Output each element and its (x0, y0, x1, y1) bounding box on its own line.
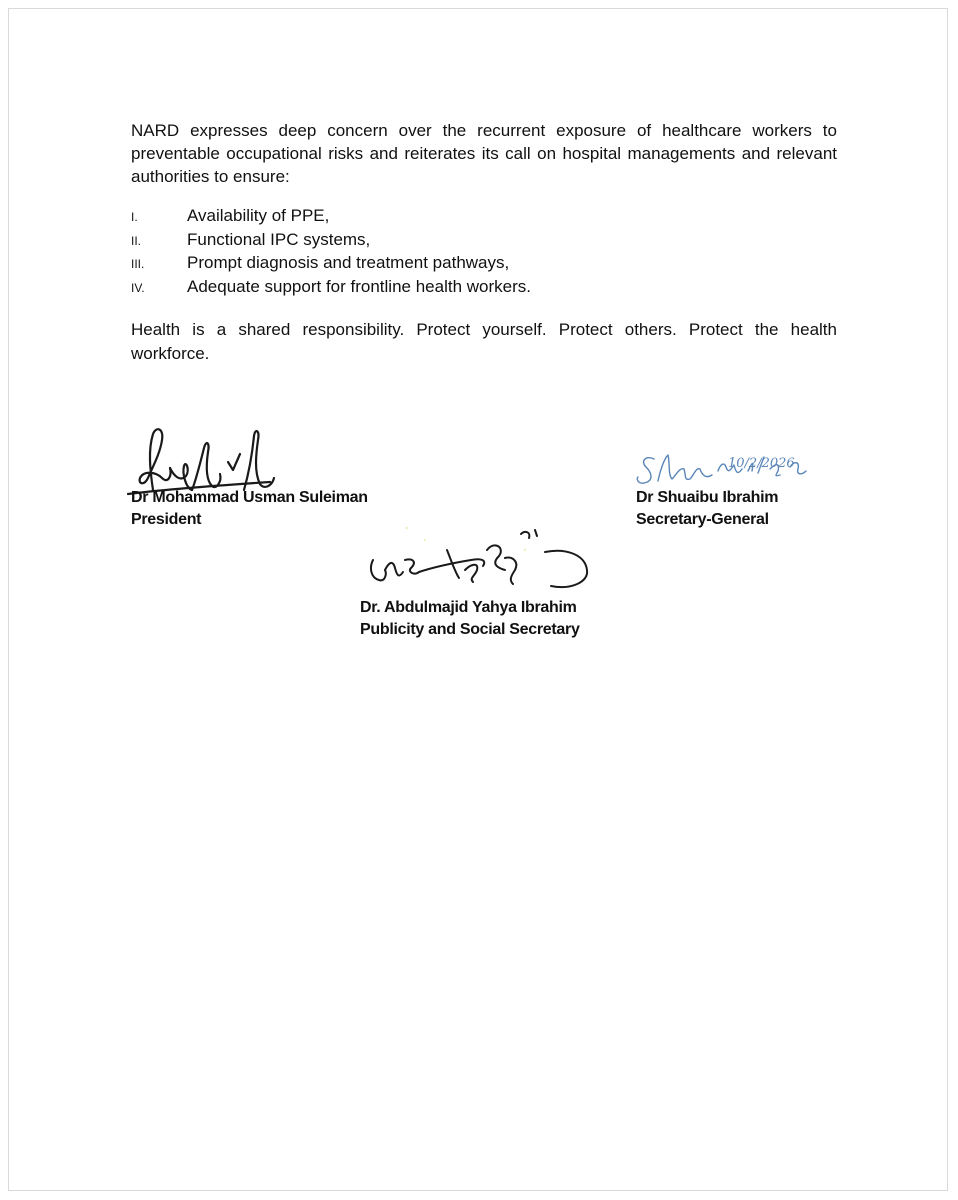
secretary-general-title: Secretary-General (636, 511, 769, 528)
list-item (131, 277, 531, 301)
publicity-secretary-signature (355, 520, 615, 600)
list-text: Adequate support for frontline health workers. (187, 276, 531, 296)
intro-paragraph: NARD expresses deep concern over the recurrent exposure of healthcare workers to preventable occupational risks and reiterates its call on hospital managements and relevant authorities to ensure: (131, 121, 837, 186)
secretary-general-signatory (636, 487, 778, 531)
closing-paragraph: Health is a shared responsibility. Protect yourself. Protect others. Protect the health workforce. (131, 320, 837, 363)
secretary-general-name: Dr Shuaibu Ibrahim (636, 489, 779, 506)
list-text: Functional IPC systems, (187, 229, 371, 249)
demands-list (131, 206, 531, 300)
president-name: Dr Mohammad Usman Suleiman (131, 489, 368, 506)
publicity-secretary-title: Publicity and Social Secretary (360, 621, 580, 638)
list-text: Availability of PPE, (187, 206, 330, 225)
list-item (131, 230, 531, 254)
list-numeral: III. (131, 257, 145, 271)
list-item (131, 253, 531, 277)
list-text: Prompt diagnosis and treatment pathways, (187, 253, 510, 272)
list-numeral: II. (131, 233, 142, 248)
signature-date: 10/2/2026 (728, 456, 795, 471)
president-signatory (131, 487, 368, 531)
list-numeral: IV. (131, 280, 145, 295)
list-numeral: I. (131, 210, 138, 224)
publicity-secretary-signatory (360, 597, 580, 641)
publicity-secretary-name: Dr. Abdulmajid Yahya Ibrahim (360, 599, 577, 616)
list-item (131, 206, 531, 230)
president-title: President (131, 511, 202, 528)
